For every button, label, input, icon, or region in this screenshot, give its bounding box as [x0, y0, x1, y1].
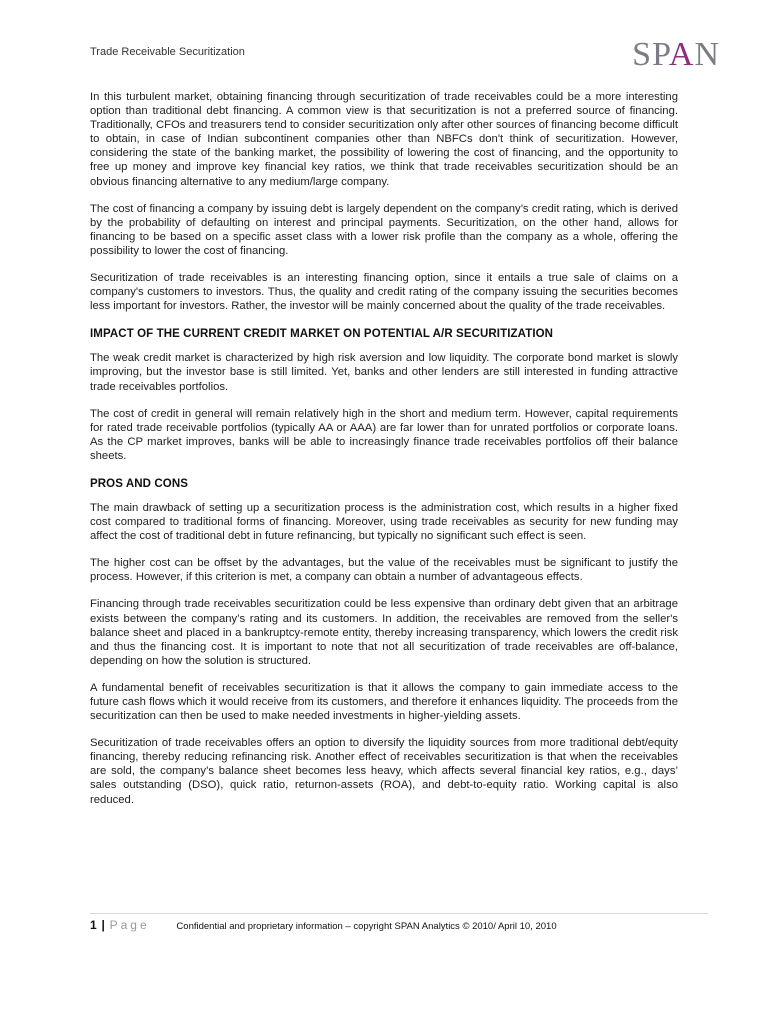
logo-text-start: SP [632, 36, 669, 73]
paragraph: The higher cost can be offset by the advantages, but the value of the receivables must be significant to justify the process. However, if this criterion is met, a company can obtain a number of advantageous effects. [90, 557, 678, 584]
paragraph: Securitization of trade receivables offers an option to diversify the liquidity sources from more traditional debt/equity financing, thereby reducing refinancing risk. Another effect of receivables securitization is that when the receivables are sold, the company’s balance sheet becomes less heavy, which affects several financial key ratios, e.g., days’ sales outstanding (DSO), quick ratio, returnon-assets (ROA), and debt-to-equity ratio. Working capital is also reduced. [90, 737, 678, 806]
page-label: Page [109, 918, 150, 932]
paragraph: In this turbulent market, obtaining financing through securitization of trade receivables could be a more interesting option than traditional debt financing. A common view is that securitization is not a preferred source of financing. Traditionally, CFOs and treasurers tend to consider securitization only after other sources of financing become difficult to obtain, in case of Indian subcontinent companies other than NBFCs don't think of securitization. However, considering the state of the banking market, the possibility of lowering the cost of financing, and the opportunity to free up money and improve key financial key ratios, we think that trade receivables securitization should be an obvious financing alternative to any medium/large company. [90, 91, 678, 188]
paragraph: The cost of financing a company by issuing debt is largely dependent on the company’s credit rating, which is derived by the probability of defaulting on interest and principal payments. Securitization, on the other hand, allows for financing to be based on a specific asset class with a lower risk profile than the company as a whole, offering the possibility to lower the cost of financing. [90, 202, 678, 257]
footer-divider [90, 913, 708, 914]
paragraph: Financing through trade receivables securitization could be less expensive than ordinary debt given that an arbitrage exists between the company’s rating and its customers. In addition, the receivables are removed from the seller's balance sheet and placed in a bankruptcy-remote entity, thereby increasing transparency, which lowers the credit risk and thus the financing cost. It is important to note that not all securitization of trade receivables are off-balance, depending on how the solution is structured. [90, 598, 678, 667]
document-body [90, 90, 678, 820]
paragraph: The main drawback of setting up a securitization process is the administration cost, which results in a higher fixed cost compared to traditional forms of financing. Moreover, using trade receivables as security for new funding may affect the cost of traditional debt in future refinancing, but typically no significant such effect is seen. [90, 501, 678, 543]
span-logo [632, 36, 720, 74]
section-heading-pros-cons: PROS AND CONS [90, 477, 188, 490]
logo-text-accent: A [668, 36, 695, 73]
paragraph: The cost of credit in general will remain relatively high in the short and medium term. However, capital requirements for rated trade receivable portfolios (typically AA or AAA) are far lower than for unrated portfolios or corporate loans. As the CP market improves, banks will be able to increasingly finance trade receivables portfolios off their balance sheets. [90, 407, 678, 462]
section-heading-impact: IMPACT OF THE CURRENT CREDIT MARKET ON POTENTIAL A/R SECURITIZATION [90, 328, 554, 341]
paragraph: A fundamental benefit of receivables securitization is that it allows the company to gain immediate access to the future cash flows which it would receive from its customers, and therefore it enhances liquidity. The proceeds from the securitization can then be used to make needed investments in higher-yielding assets. [90, 681, 678, 723]
paragraph: Securitization of trade receivables is an interesting financing option, since it entails a true sale of claims on a company's customers to investors. Thus, the quality and credit rating of the company issuing the securities becomes less important for investors. Rather, the investor will be mainly concerned about the quality of the trade receivables. [90, 272, 678, 313]
document-title: Trade Receivable Securitization [90, 46, 245, 58]
confidential-notice: Confidential and proprietary information – copyright SPAN Analytics © 2010/ April 10, 2010 [176, 921, 557, 932]
page-header [90, 36, 720, 84]
page-footer [90, 918, 708, 938]
page-separator: | [101, 918, 105, 932]
page-number: 1 [90, 918, 97, 932]
logo-text-end: N [694, 36, 720, 73]
paragraph: The weak credit market is characterized by high risk aversion and low liquidity. The corporate bond market is slowly improving, but the investor base is still limited. Yet, banks and other lenders are still interested in funding attractive trade receivables portfolios. [90, 352, 678, 393]
